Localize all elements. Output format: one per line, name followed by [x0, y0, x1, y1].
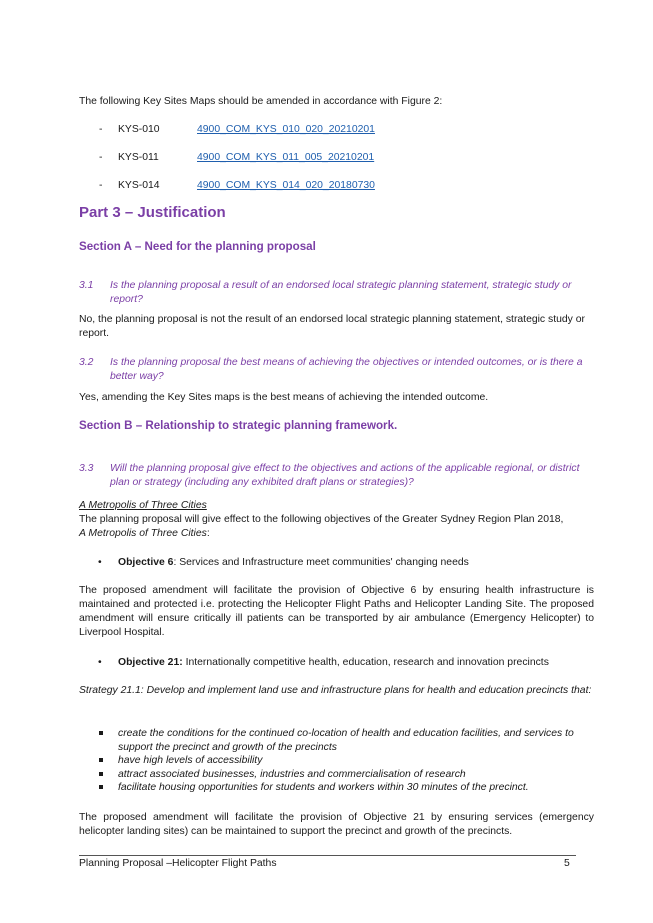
question-number: 3.1 [79, 280, 94, 291]
metropolis-text-line-2 [79, 527, 210, 541]
question-text: Is the planning proposal the best means of achieving the objectives or intended outcomes, or is there a better way? [110, 357, 583, 382]
map-code-3: KYS-014 [118, 180, 160, 191]
page-number: 5 [564, 858, 570, 869]
question-3-2 [79, 356, 599, 384]
footer-divider [79, 855, 576, 856]
objective-6-bullet [99, 556, 469, 570]
strategy-item [99, 727, 599, 754]
strategy-item [99, 781, 599, 795]
answer-3-1: No, the planning proposal is not the result of an endorsed local strategic planning statement, strategic study or report. [79, 314, 585, 339]
strategy-item [99, 768, 599, 782]
objective-text: : Services and Infrastructure meet communities' changing needs [173, 557, 469, 568]
square-bullet-icon [99, 772, 103, 776]
question-text: Is the planning proposal a result of an endorsed local strategic planning statement, strategic study or report? [110, 280, 572, 305]
map-dash-3: - [99, 180, 103, 191]
metropolis-heading: A Metropolis of Three Cities [79, 500, 207, 511]
footer-title: Planning Proposal –Helicopter Flight Paths [79, 858, 277, 869]
objective-21-paragraph: The proposed amendment will facilitate the provision of Objective 21 by ensuring services (emergency helicopter landing sites) can be maintained to support the precinct and growth of the precincts. [79, 812, 594, 837]
section-b-heading: Section B – Relationship to strategic planning framework. [79, 419, 398, 432]
objective-21-bullet [99, 656, 549, 670]
strategy-item [99, 754, 599, 768]
question-text: Will the planning proposal give effect to the objectives and actions of the applicable regional, or district plan or strategy (including any exhibited draft plans or strategies)? [110, 463, 580, 488]
question-number: 3.2 [79, 357, 94, 368]
map-link-2[interactable]: 4900_COM_KYS_011_005_20210201 [197, 152, 375, 163]
strategy-item-text: facilitate housing opportunities for students and workers within 30 minutes of the precinct. [118, 782, 529, 793]
colon: : [206, 528, 210, 539]
objective-6-paragraph: The proposed amendment will facilitate the provision of Objective 6 by ensuring health infrastructure is maintained and protected i.e. protecting the Helicopter Flight Paths and Helicopter Landing Site. The proposed amendment will ensure critically ill patients can be transported by air ambulance (Emergency Helicopter) to Liverpool Hospital. [79, 585, 594, 638]
metropolis-text: The planning proposal will give effect to the following objectives of the Greater Sydney Region Plan 2018, [79, 514, 564, 525]
map-link-1[interactable]: 4900_COM_KYS_010_020_20210201 [197, 124, 375, 135]
square-bullet-icon [99, 785, 103, 789]
strategy-item-text: have high levels of accessibility [118, 755, 263, 766]
strategy-item-text: create the conditions for the continued co-location of health and education facilities, and services to support the precinct and growth of the precincts [118, 728, 574, 753]
answer-3-2: Yes, amending the Key Sites maps is the best means of achieving the intended outcome. [79, 392, 489, 403]
map-link-3[interactable]: 4900_COM_KYS_014_020_20180730 [197, 180, 375, 191]
part-3-heading: Part 3 – Justification [79, 204, 226, 221]
square-bullet-icon [99, 731, 103, 735]
question-3-3 [79, 462, 599, 490]
section-a-heading: Section A – Need for the planning proposal [79, 240, 316, 253]
map-dash-2: - [99, 152, 103, 163]
bullet-icon: • [98, 557, 102, 568]
objective-label: Objective 6 [118, 557, 174, 568]
strategy-21-1: Strategy 21.1: Develop and implement land use and infrastructure plans for health and education precincts that: [79, 685, 592, 696]
objective-label: Objective 21: [118, 657, 183, 668]
square-bullet-icon [99, 758, 103, 762]
question-number: 3.3 [79, 463, 94, 474]
plan-title: A Metropolis of Three Cities [79, 528, 207, 539]
objective-text: Internationally competitive health, education, research and innovation precincts [182, 657, 549, 668]
map-dash-1: - [99, 124, 103, 135]
intro-text: The following Key Sites Maps should be amended in accordance with Figure 2: [79, 96, 443, 107]
bullet-icon: • [98, 657, 102, 668]
question-3-1 [79, 279, 599, 307]
strategy-item-text: attract associated businesses, industries and commercialisation of research [118, 768, 466, 780]
map-code-1: KYS-010 [118, 124, 160, 135]
strategy-list [99, 727, 599, 795]
map-code-2: KYS-011 [118, 152, 159, 163]
